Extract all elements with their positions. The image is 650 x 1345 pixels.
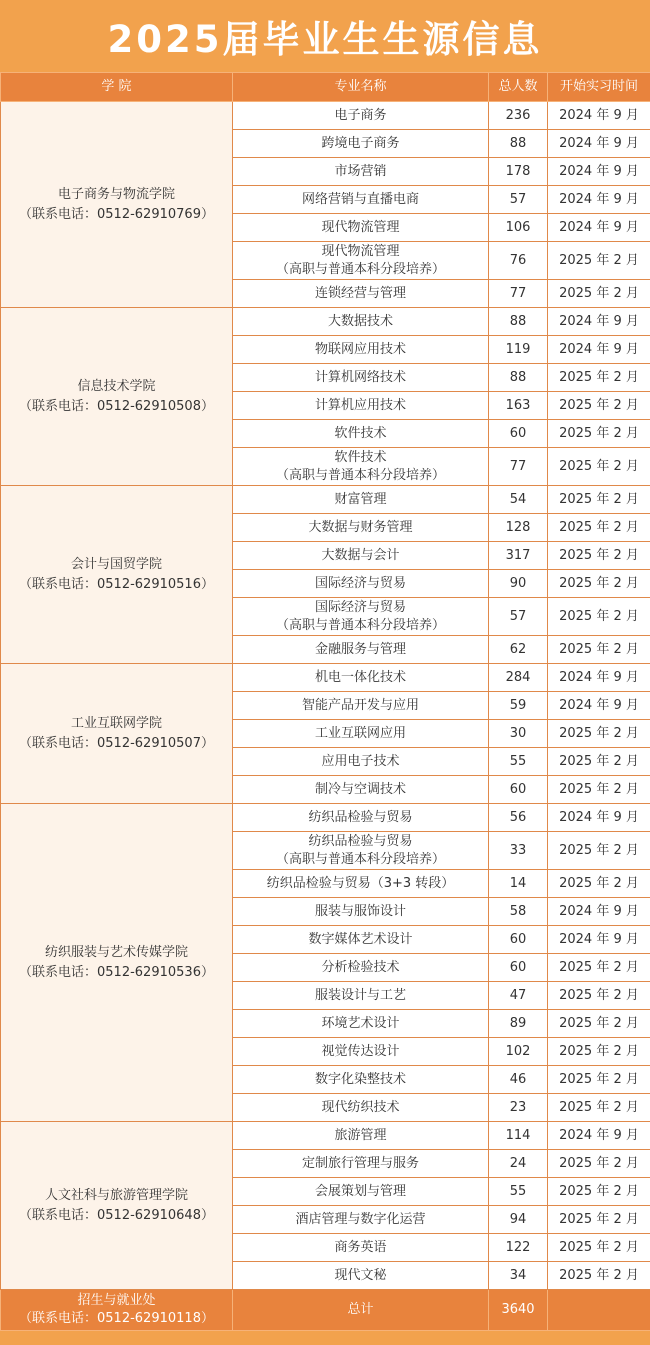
- start-cell: 2025 年 2 月: [548, 486, 650, 514]
- major-name-line: 跨境电子商务: [321, 135, 400, 151]
- count-cell: 57: [489, 598, 548, 636]
- count-cell: 284: [489, 664, 548, 692]
- major-cell: [233, 514, 489, 542]
- major-cell: [233, 954, 489, 982]
- major-cell: [233, 898, 489, 926]
- count-cell: 56: [489, 804, 548, 832]
- major-cell: [233, 804, 489, 832]
- major-cell: [233, 720, 489, 748]
- major-name-line: 国际经济与贸易: [314, 575, 406, 591]
- major-cell: [233, 1234, 489, 1262]
- major-cell: [233, 1066, 489, 1094]
- count-cell: 236: [489, 102, 548, 130]
- count-cell: 163: [489, 392, 548, 420]
- major-name-line: （高职与普通本科分段培养）: [275, 467, 445, 483]
- major-name-line: 工业互联网应用: [314, 725, 406, 741]
- count-cell: 55: [489, 748, 548, 776]
- start-cell: 2025 年 2 月: [548, 748, 650, 776]
- major-name-line: 制冷与空调技术: [314, 781, 406, 797]
- major-name-line: 服装设计与工艺: [314, 987, 406, 1003]
- college-name: 会计与国贸学院: [70, 556, 162, 572]
- college-cell: [1, 102, 233, 308]
- start-cell: 2025 年 2 月: [548, 720, 650, 748]
- start-cell: 2025 年 2 月: [548, 514, 650, 542]
- start-cell: 2025 年 2 月: [548, 776, 650, 804]
- table-body: [1, 102, 650, 1290]
- count-cell: 24: [489, 1150, 548, 1178]
- college-name: 人文社科与旅游管理学院: [44, 1187, 188, 1203]
- page-title: 2025届毕业生生源信息: [107, 18, 543, 61]
- start-cell: 2025 年 2 月: [548, 448, 650, 486]
- major-name-line: 大数据与财务管理: [308, 519, 413, 535]
- count-cell: 88: [489, 364, 548, 392]
- start-cell: 2024 年 9 月: [548, 186, 650, 214]
- major-name-line: 大数据与会计: [321, 547, 400, 563]
- table-row: [1, 1122, 650, 1150]
- start-cell: 2025 年 2 月: [548, 542, 650, 570]
- start-cell: 2025 年 2 月: [548, 392, 650, 420]
- major-cell: [233, 420, 489, 448]
- major-cell: [233, 336, 489, 364]
- count-cell: 89: [489, 1010, 548, 1038]
- college-name: 信息技术学院: [77, 378, 156, 394]
- start-cell: 2024 年 9 月: [548, 102, 650, 130]
- major-name-line: 现代文秘: [334, 1267, 387, 1283]
- major-name-line: （高职与普通本科分段培养）: [275, 261, 445, 277]
- count-cell: 88: [489, 308, 548, 336]
- major-cell: [233, 870, 489, 898]
- college-phone: （联系电话：0512-62910648）: [19, 1207, 214, 1223]
- count-cell: 23: [489, 1094, 548, 1122]
- major-cell: [233, 776, 489, 804]
- major-cell: [233, 1262, 489, 1290]
- start-cell: 2024 年 9 月: [548, 336, 650, 364]
- major-cell: [233, 364, 489, 392]
- college-cell: [1, 486, 233, 664]
- graduates-table: [0, 72, 650, 1331]
- total-label: 总计: [233, 1290, 489, 1331]
- major-name-line: 市场营销: [334, 163, 387, 179]
- college-phone: （联系电话：0512-62910536）: [19, 964, 214, 980]
- total-row: [1, 1290, 650, 1331]
- count-cell: 88: [489, 130, 548, 158]
- table-row: [1, 664, 650, 692]
- major-cell: [233, 832, 489, 870]
- count-cell: 122: [489, 1234, 548, 1262]
- major-name-line: 计算机网络技术: [314, 369, 406, 385]
- count-cell: 47: [489, 982, 548, 1010]
- major-cell: [233, 486, 489, 514]
- major-name-line: 旅游管理: [334, 1127, 387, 1143]
- major-name-line: 商务英语: [334, 1239, 387, 1255]
- major-name-line: 定制旅行管理与服务: [301, 1155, 419, 1171]
- major-cell: [233, 542, 489, 570]
- college-phone: （联系电话：0512-62910507）: [19, 735, 214, 751]
- major-name-line: 纺织品检验与贸易: [308, 833, 413, 849]
- count-cell: 60: [489, 926, 548, 954]
- major-name-line: 机电一体化技术: [314, 669, 406, 685]
- major-name-line: 服装与服饰设计: [314, 903, 406, 919]
- college-phone: （联系电话：0512-62910508）: [19, 398, 214, 414]
- major-name-line: 现代物流管理: [321, 219, 400, 235]
- major-name-line: 国际经济与贸易: [314, 599, 406, 615]
- major-name-line: 软件技术: [334, 449, 387, 465]
- start-cell: 2024 年 9 月: [548, 664, 650, 692]
- major-name-line: 物联网应用技术: [314, 341, 406, 357]
- count-cell: 77: [489, 448, 548, 486]
- start-cell: 2024 年 9 月: [548, 214, 650, 242]
- major-name-line: 分析检验技术: [321, 959, 400, 975]
- major-cell: [233, 748, 489, 776]
- major-cell: [233, 242, 489, 280]
- college-cell: [1, 664, 233, 804]
- major-cell: [233, 1178, 489, 1206]
- start-cell: 2025 年 2 月: [548, 280, 650, 308]
- count-cell: 60: [489, 954, 548, 982]
- major-cell: [233, 1094, 489, 1122]
- table-row: [1, 308, 650, 336]
- major-name-line: 数字化染整技术: [314, 1071, 406, 1087]
- start-cell: 2025 年 2 月: [548, 420, 650, 448]
- start-cell: 2024 年 9 月: [548, 804, 650, 832]
- college-cell: [1, 308, 233, 486]
- major-cell: [233, 1122, 489, 1150]
- college-cell: [1, 804, 233, 1122]
- start-cell: 2025 年 2 月: [548, 364, 650, 392]
- count-cell: 106: [489, 214, 548, 242]
- count-cell: 114: [489, 1122, 548, 1150]
- count-cell: 55: [489, 1178, 548, 1206]
- major-cell: [233, 214, 489, 242]
- major-name-line: 纺织品检验与贸易（3+3 转段）: [266, 875, 455, 891]
- total-start: [548, 1290, 650, 1331]
- office-cell: [1, 1290, 233, 1331]
- start-cell: 2025 年 2 月: [548, 1038, 650, 1066]
- header-count: 总人数: [489, 73, 548, 102]
- major-cell: [233, 280, 489, 308]
- start-cell: 2025 年 2 月: [548, 1262, 650, 1290]
- count-cell: 128: [489, 514, 548, 542]
- count-cell: 30: [489, 720, 548, 748]
- start-cell: 2025 年 2 月: [548, 1010, 650, 1038]
- header-start: 开始实习时间: [548, 73, 650, 102]
- major-name-line: 环境艺术设计: [321, 1015, 400, 1031]
- count-cell: 119: [489, 336, 548, 364]
- major-name-line: 大数据技术: [327, 313, 393, 329]
- start-cell: 2025 年 2 月: [548, 954, 650, 982]
- count-cell: 62: [489, 636, 548, 664]
- office-phone: （联系电话：0512-62910118）: [19, 1311, 214, 1326]
- count-cell: 178: [489, 158, 548, 186]
- count-cell: 34: [489, 1262, 548, 1290]
- count-cell: 14: [489, 870, 548, 898]
- major-cell: [233, 598, 489, 636]
- table-row: [1, 102, 650, 130]
- major-name-line: （高职与普通本科分段培养）: [275, 851, 445, 867]
- major-cell: [233, 692, 489, 720]
- college-cell: [1, 1122, 233, 1290]
- start-cell: 2024 年 9 月: [548, 898, 650, 926]
- major-cell: [233, 1150, 489, 1178]
- start-cell: 2025 年 2 月: [548, 870, 650, 898]
- start-cell: 2024 年 9 月: [548, 1122, 650, 1150]
- start-cell: 2025 年 2 月: [548, 242, 650, 280]
- count-cell: 57: [489, 186, 548, 214]
- major-cell: [233, 636, 489, 664]
- major-cell: [233, 926, 489, 954]
- major-cell: [233, 392, 489, 420]
- start-cell: 2025 年 2 月: [548, 982, 650, 1010]
- major-name-line: 视觉传达设计: [321, 1043, 400, 1059]
- count-cell: 77: [489, 280, 548, 308]
- major-name-line: 纺织品检验与贸易: [308, 809, 413, 825]
- major-cell: [233, 158, 489, 186]
- start-cell: 2025 年 2 月: [548, 1206, 650, 1234]
- count-cell: 90: [489, 570, 548, 598]
- count-cell: 33: [489, 832, 548, 870]
- major-name-line: 现代纺织技术: [321, 1099, 400, 1115]
- total-value: 3640: [489, 1290, 548, 1331]
- start-cell: 2024 年 9 月: [548, 130, 650, 158]
- header-college: 学 院: [1, 73, 233, 102]
- college-phone: （联系电话：0512-62910769）: [19, 206, 214, 222]
- major-cell: [233, 186, 489, 214]
- count-cell: 102: [489, 1038, 548, 1066]
- major-name-line: 智能产品开发与应用: [301, 697, 419, 713]
- start-cell: 2024 年 9 月: [548, 158, 650, 186]
- major-cell: [233, 1038, 489, 1066]
- start-cell: 2025 年 2 月: [548, 598, 650, 636]
- major-name-line: 网络营销与直播电商: [301, 191, 419, 207]
- major-name-line: 金融服务与管理: [314, 641, 406, 657]
- major-name-line: 会展策划与管理: [314, 1183, 406, 1199]
- table-row: [1, 804, 650, 832]
- major-name-line: 软件技术: [334, 425, 387, 441]
- header-row: [1, 73, 650, 102]
- count-cell: 317: [489, 542, 548, 570]
- major-cell: [233, 448, 489, 486]
- college-phone: （联系电话：0512-62910516）: [19, 576, 214, 592]
- count-cell: 60: [489, 420, 548, 448]
- major-cell: [233, 102, 489, 130]
- major-cell: [233, 570, 489, 598]
- start-cell: 2024 年 9 月: [548, 692, 650, 720]
- count-cell: 59: [489, 692, 548, 720]
- major-name-line: 酒店管理与数字化运营: [295, 1211, 426, 1227]
- count-cell: 76: [489, 242, 548, 280]
- major-name-line: 应用电子技术: [321, 753, 400, 769]
- count-cell: 54: [489, 486, 548, 514]
- college-name: 电子商务与物流学院: [57, 186, 175, 202]
- major-cell: [233, 130, 489, 158]
- major-name-line: 计算机应用技术: [314, 397, 406, 413]
- start-cell: 2025 年 2 月: [548, 570, 650, 598]
- major-cell: [233, 308, 489, 336]
- major-name-line: （高职与普通本科分段培养）: [275, 617, 445, 633]
- office-name: 招生与就业处: [77, 1293, 156, 1308]
- start-cell: 2025 年 2 月: [548, 1234, 650, 1262]
- college-name: 纺织服装与艺术传媒学院: [44, 944, 188, 960]
- major-cell: [233, 1010, 489, 1038]
- start-cell: 2024 年 9 月: [548, 926, 650, 954]
- major-name-line: 财富管理: [334, 491, 387, 507]
- major-name-line: 电子商务: [334, 107, 387, 123]
- table-row: [1, 486, 650, 514]
- major-name-line: 数字媒体艺术设计: [308, 931, 413, 947]
- start-cell: 2025 年 2 月: [548, 832, 650, 870]
- major-name-line: 现代物流管理: [321, 243, 400, 259]
- start-cell: 2025 年 2 月: [548, 1178, 650, 1206]
- major-cell: [233, 982, 489, 1010]
- header-major: 专业名称: [233, 73, 489, 102]
- count-cell: 58: [489, 898, 548, 926]
- major-cell: [233, 664, 489, 692]
- start-cell: 2025 年 2 月: [548, 1066, 650, 1094]
- start-cell: 2025 年 2 月: [548, 1094, 650, 1122]
- count-cell: 46: [489, 1066, 548, 1094]
- college-name: 工业互联网学院: [70, 715, 162, 731]
- major-name-line: 连锁经营与管理: [314, 285, 406, 301]
- count-cell: 60: [489, 776, 548, 804]
- count-cell: 94: [489, 1206, 548, 1234]
- start-cell: 2025 年 2 月: [548, 636, 650, 664]
- start-cell: 2024 年 9 月: [548, 308, 650, 336]
- start-cell: 2025 年 2 月: [548, 1150, 650, 1178]
- major-cell: [233, 1206, 489, 1234]
